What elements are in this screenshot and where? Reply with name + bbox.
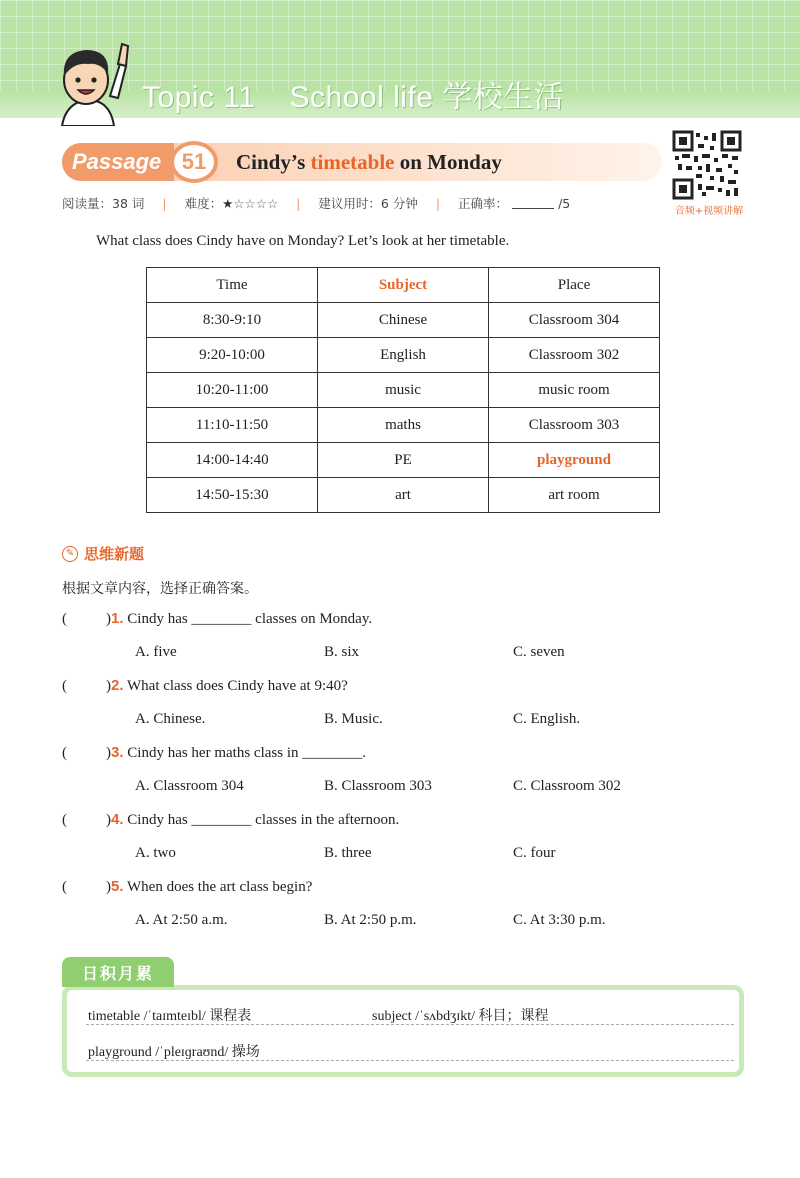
table-header-row xyxy=(147,268,660,303)
vocabulary-box xyxy=(62,985,744,1077)
topic-title xyxy=(142,72,564,116)
passage-number: 51 xyxy=(170,141,218,183)
question-text: Cindy has her maths class in ________. xyxy=(127,745,366,761)
subject-cell: art xyxy=(318,478,489,513)
option-c[interactable]: C. English. xyxy=(513,711,581,727)
table-row xyxy=(147,408,660,443)
vocab-word: subject /ˈsʌbdʒɪkt/ xyxy=(372,1009,479,1024)
table-row xyxy=(147,443,660,478)
question-text: Cindy has ________ classes on Monday. xyxy=(127,611,373,627)
passage-title xyxy=(236,150,502,175)
accuracy-blank[interactable] xyxy=(512,197,554,209)
passage-title-post: on Monday xyxy=(394,150,502,174)
question-2 xyxy=(62,677,348,695)
pencil-icon: ✎ xyxy=(62,546,78,562)
vocab-word: playground /ˈpleɪɡraʊnd/ xyxy=(88,1045,232,1060)
place-cell: Classroom 304 xyxy=(489,303,660,338)
reading-info xyxy=(62,194,570,212)
answer-paren-close[interactable]: ) xyxy=(106,678,111,694)
vocabulary-tab: 日积月累 xyxy=(62,957,174,987)
section-title: 思维新题 xyxy=(84,545,145,563)
passage-title-pre: Cindy’s xyxy=(236,150,311,174)
table-row xyxy=(147,338,660,373)
accuracy-total: /5 xyxy=(558,195,571,211)
topic-name: School life 学校生活 xyxy=(289,81,565,114)
option-b[interactable]: B. three xyxy=(324,845,372,861)
option-c[interactable]: C. Classroom 302 xyxy=(513,778,621,794)
timetable xyxy=(146,267,660,513)
option-c[interactable]: C. four xyxy=(513,845,556,861)
header-time: Time xyxy=(147,268,318,303)
table-row xyxy=(147,478,660,513)
table-row xyxy=(147,303,660,338)
answer-paren-open[interactable]: ( xyxy=(62,611,67,627)
section-heading xyxy=(62,543,144,564)
place-cell: Classroom 302 xyxy=(489,338,660,373)
question-4 xyxy=(62,811,399,829)
option-a[interactable]: A. Classroom 304 xyxy=(135,778,244,794)
option-b[interactable]: B. Music. xyxy=(324,711,383,727)
vocab-meaning: 操场 xyxy=(231,1044,260,1060)
time-cell: 10:20-11:00 xyxy=(147,373,318,408)
answer-paren-close[interactable]: ) xyxy=(106,812,111,828)
vocab-item xyxy=(88,1041,260,1061)
answer-paren-open[interactable]: ( xyxy=(62,745,67,761)
option-c[interactable]: C. At 3:30 p.m. xyxy=(513,912,606,928)
question-number: 3. xyxy=(111,744,124,761)
question-number: 4. xyxy=(111,811,124,828)
difficulty-label: 难度： xyxy=(184,196,223,211)
time-cell: 11:10-11:50 xyxy=(147,408,318,443)
question-number: 5. xyxy=(111,878,124,895)
star-empty-icon: ☆☆☆☆ xyxy=(233,195,279,211)
question-number: 2. xyxy=(111,677,124,694)
answer-paren-open[interactable]: ( xyxy=(62,879,67,895)
separator: | xyxy=(162,195,167,211)
subject-cell: English xyxy=(318,338,489,373)
place-cell: Classroom 303 xyxy=(489,408,660,443)
passage-label: Passage xyxy=(72,149,162,174)
vocab-meaning: 科目；课程 xyxy=(478,1008,549,1024)
answer-paren-open[interactable]: ( xyxy=(62,812,67,828)
place-cell: music room xyxy=(489,373,660,408)
answer-paren-close[interactable]: ) xyxy=(106,611,111,627)
question-number: 1. xyxy=(111,610,124,627)
vocab-word: timetable /ˈtaɪmteɪbl/ xyxy=(88,1009,210,1024)
option-a[interactable]: A. five xyxy=(135,644,177,660)
option-a[interactable]: A. two xyxy=(135,845,176,861)
time-cell: 14:00-14:40 xyxy=(147,443,318,478)
question-1 xyxy=(62,610,372,628)
option-b[interactable]: B. At 2:50 p.m. xyxy=(324,912,417,928)
time-cell: 14:50-15:30 xyxy=(147,478,318,513)
option-a[interactable]: A. At 2:50 a.m. xyxy=(135,912,228,928)
instruction-text: 根据文章内容，选择正确答案。 xyxy=(62,581,258,597)
vocab-item xyxy=(88,1005,251,1025)
vocab-meaning: 课程表 xyxy=(209,1008,252,1024)
subject-cell: music xyxy=(318,373,489,408)
vocab-item xyxy=(372,1005,549,1025)
answer-paren-open[interactable]: ( xyxy=(62,678,67,694)
place-cell: art room xyxy=(489,478,660,513)
header-subject: Subject xyxy=(318,268,489,303)
separator: | xyxy=(296,195,301,211)
answer-paren-close[interactable]: ) xyxy=(106,879,111,895)
option-b[interactable]: B. six xyxy=(324,644,360,660)
question-3 xyxy=(62,744,366,762)
subject-cell: PE xyxy=(318,443,489,478)
intro-text: What class does Cindy have on Monday? Let’s look at her timetable. xyxy=(96,233,510,249)
table-row xyxy=(147,373,660,408)
passage-title-highlight: timetable xyxy=(310,150,395,174)
boy-mascot-icon xyxy=(48,36,138,126)
topic-label: Topic 11 xyxy=(142,81,256,114)
suggested-time: 建议用时：6 分钟 xyxy=(318,196,418,211)
option-a[interactable]: A. Chinese. xyxy=(135,711,206,727)
question-text: When does the art class begin? xyxy=(127,879,313,895)
time-cell: 9:20-10:00 xyxy=(147,338,318,373)
star-filled-icon: ★ xyxy=(222,195,234,211)
time-cell: 8:30-9:10 xyxy=(147,303,318,338)
place-cell: playground xyxy=(489,443,660,478)
subject-cell: maths xyxy=(318,408,489,443)
subject-cell: Chinese xyxy=(318,303,489,338)
answer-paren-close[interactable]: ) xyxy=(106,745,111,761)
option-c[interactable]: C. seven xyxy=(513,644,565,660)
question-text: What class does Cindy have at 9:40? xyxy=(127,678,348,694)
accuracy-label: 正确率： xyxy=(458,196,509,211)
question-text: Cindy has ________ classes in the afternoon. xyxy=(127,812,400,828)
qr-caption: 音频+视频讲解 xyxy=(674,206,744,217)
reading-count: 阅读量：38 词 xyxy=(62,196,145,211)
separator: | xyxy=(435,195,441,211)
question-5 xyxy=(62,878,312,896)
qr-code-icon[interactable] xyxy=(672,130,742,200)
option-b[interactable]: B. Classroom 303 xyxy=(324,778,432,794)
header-place: Place xyxy=(489,268,660,303)
